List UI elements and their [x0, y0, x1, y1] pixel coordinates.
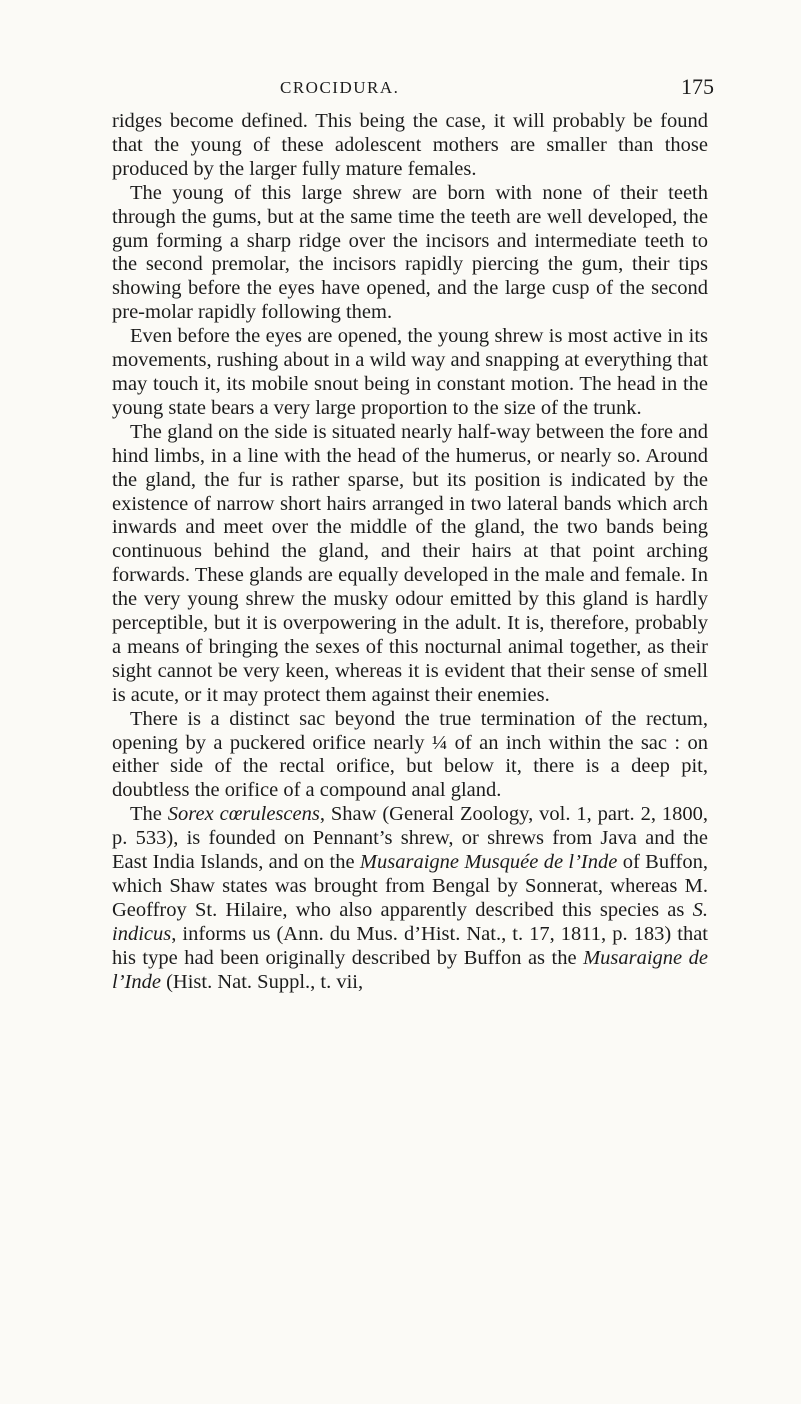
text-segment: of Buffon, which Shaw states was brought from Bengal by Sonnerat, whereas M. Geoffroy St. Hilaire, who also apparently described this species as	[112, 851, 708, 921]
paragraph	[112, 325, 708, 421]
text-segment: The gland on the side is situated nearly half-way between the fore and hind limbs, in a line with the head of the humerus, or nearly so. Around the gland, the fur is rather sparse, but its position is indicated by the existence of narrow short hairs arranged in two lateral bands which arch inwards and meet over the middle of the gland, the two bands being continuous behind the gland, and their hairs at that point arching forwards. These glands are equally developed in the male and female. In the very young shrew the musky odour emitted by this gland is hardly perceptible, but it is overpowering in the adult. It is, therefore, probably a means of bringing the sexes of this nocturnal animal together, as their sight cannot be very keen, whereas it is evident that their sense of smell is acute, or it may protect them against their enemies.	[112, 420, 708, 706]
paragraph	[112, 803, 708, 994]
text-segment: (Hist. Nat. Suppl., t. vii,	[160, 970, 364, 993]
page-number: 175	[681, 74, 714, 99]
text-segment: ridges become defined. This being the case, it will probably be found that the young of these adolescent mothers are smaller than those produced by the larger fully mature females.	[112, 110, 708, 180]
text-segment: , Shaw (General Zoology, vol. 1, part. 2, 1800, p. 533), is founded on Pennant’s shrew, or shrews from Java and the East India Islands, and on the	[112, 803, 708, 874]
text-segment: There is a distinct sac beyond the true termination of the rectum, opening by a puckered orifice nearly ¼ of an inch within the sac : on either side of the rectal orifice, but below it, there is a deep pit, doubtless the orifice of a compound anal gland.	[112, 707, 708, 802]
text-segment: , informs us (Ann. du Mus. d’Hist. Nat., t. 17, 1811, p. 183) that his type had been originally described by Buffon as the	[112, 922, 708, 969]
text-segment: Even before the eyes are opened, the young shrew is most active in its movements, rushing about in a wild way and snapping at everything that may touch it, its mobile snout being in constant motion. The head in the young state bears a very large proportion to the size of the trunk.	[112, 325, 708, 419]
text-segment: The	[130, 803, 168, 826]
running-title: CROCIDURA.	[280, 78, 400, 97]
species-name-italic: Sorex cœrulescens	[167, 803, 320, 826]
text-segment: The young of this large shrew are born with none of their teeth through the gums, but at the same time the teeth are well developed, the gum forming a sharp ridge over the incisors and intermediate teeth to the second premolar, the incisors rapidly piercing the gum, their tips showing before the eyes have opened, and the large cusp of the second pre-molar rapidly following them.	[112, 181, 708, 324]
paragraph	[112, 182, 708, 325]
paragraph	[112, 708, 708, 804]
species-name-italic: Musaraigne de l’Inde	[112, 946, 708, 993]
page-header	[0, 74, 801, 108]
species-name-italic: S. indicus	[112, 898, 708, 945]
paragraph	[112, 110, 708, 182]
species-name-italic: Musaraigne Musquée de l’Inde	[359, 851, 618, 874]
paragraph	[112, 421, 708, 708]
body-text	[112, 110, 708, 995]
